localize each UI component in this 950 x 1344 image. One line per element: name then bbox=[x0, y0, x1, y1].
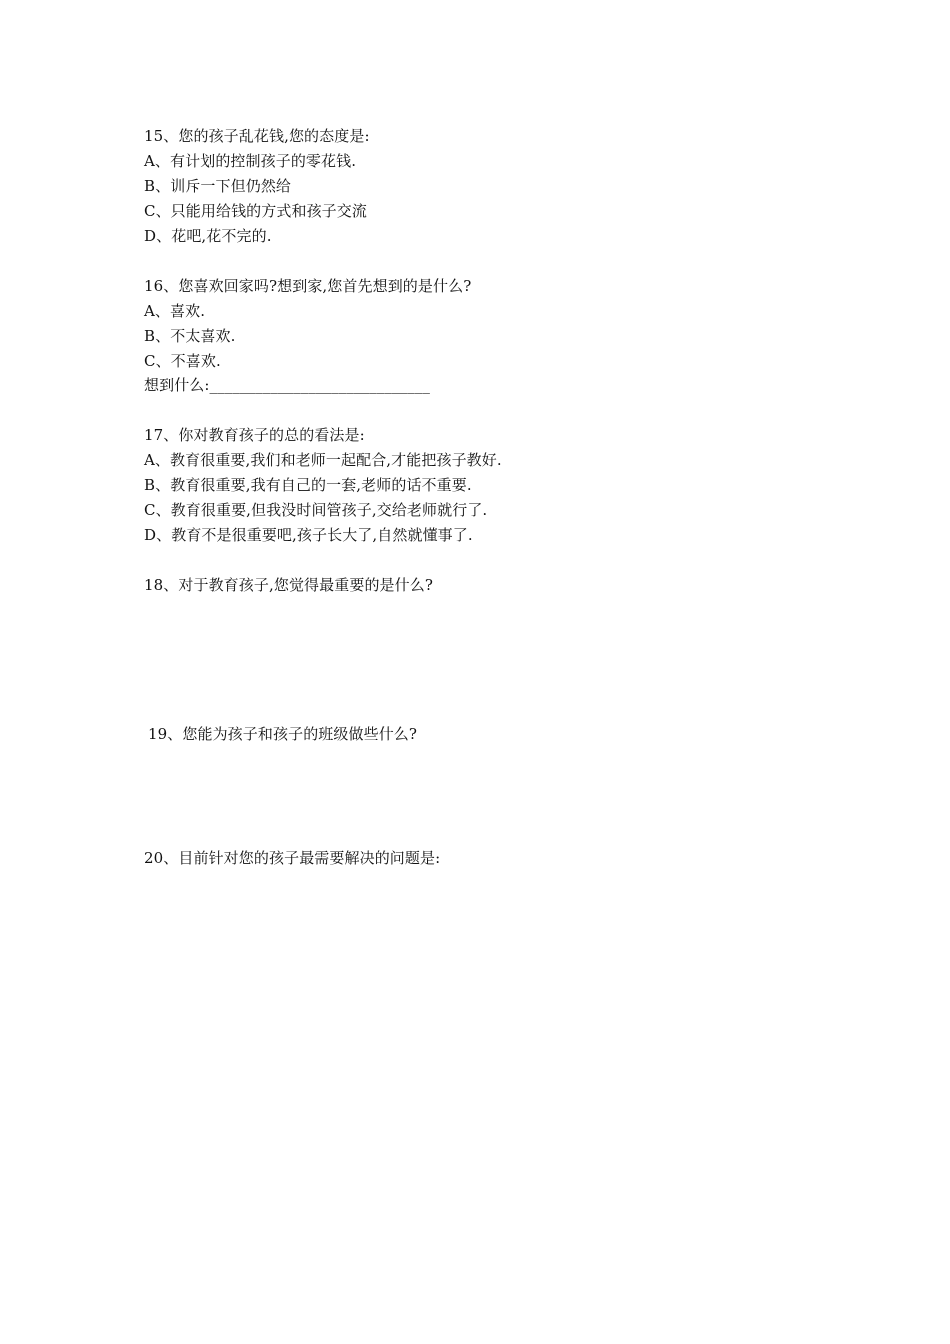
question-15-option-b: B、训斥一下但仍然给 bbox=[144, 177, 292, 195]
question-16-option-a: A、喜欢. bbox=[144, 302, 206, 320]
question-17-option-c: C、教育很重要,但我没时间管孩子,交给老师就行了. bbox=[144, 501, 488, 519]
question-15-option-a: A、有计划的控制孩子的零花钱. bbox=[144, 152, 357, 170]
question-16-fill-in: 想到什么:_____________________________ bbox=[144, 376, 430, 394]
question-18-prompt: 18、对于教育孩子,您觉得最重要的是什么? bbox=[144, 576, 433, 594]
question-17-option-a: A、教育很重要,我们和老师一起配合,才能把孩子教好. bbox=[144, 451, 502, 469]
question-15-option-d: D、花吧,花不完的. bbox=[144, 227, 272, 245]
question-17-option-d: D、教育不是很重要吧,孩子长大了,自然就懂事了. bbox=[144, 526, 473, 544]
question-17-option-b: B、教育很重要,我有自己的一套,老师的话不重要. bbox=[144, 476, 472, 494]
question-20-prompt: 20、目前针对您的孩子最需要解决的问题是: bbox=[144, 849, 441, 867]
question-17-prompt: 17、你对教育孩子的总的看法是: bbox=[144, 426, 365, 444]
question-15-prompt: 15、您的孩子乱花钱,您的态度是: bbox=[144, 127, 370, 145]
question-19-prompt: 19、您能为孩子和孩子的班级做些什么? bbox=[148, 725, 418, 743]
question-16-prompt: 16、您喜欢回家吗?想到家,您首先想到的是什么? bbox=[144, 277, 472, 295]
question-15-option-c: C、只能用给钱的方式和孩子交流 bbox=[144, 202, 367, 220]
question-16-option-b: B、不太喜欢. bbox=[144, 327, 236, 345]
question-16-option-c: C、不喜欢. bbox=[144, 352, 221, 370]
